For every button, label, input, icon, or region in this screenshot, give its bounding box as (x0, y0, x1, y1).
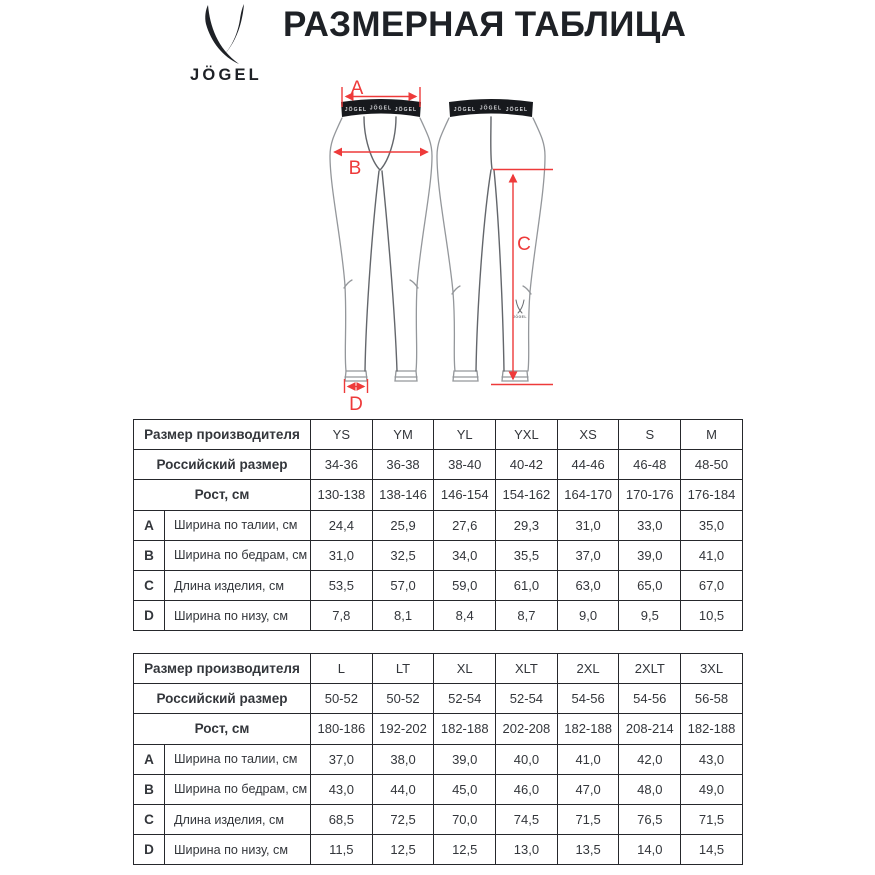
measure-value-cell: 29,3 (496, 510, 558, 540)
measure-value-cell: 8,4 (434, 601, 496, 631)
header-value-cell: 154-162 (496, 480, 558, 510)
waistband-logo-text: JÖGEL (453, 107, 477, 113)
header-value-cell: 50-52 (311, 684, 373, 714)
measure-value-cell: 61,0 (496, 570, 558, 600)
measure-value-cell: 65,0 (619, 570, 681, 600)
measure-value-cell: 41,0 (681, 540, 743, 570)
header-row-label: Российский размер (134, 450, 311, 480)
header-value-cell: 52-54 (434, 684, 496, 714)
measure-value-cell: 39,0 (434, 744, 496, 774)
measure-name-cell: Ширина по талии, см (165, 510, 311, 540)
measure-letter-cell: C (134, 804, 165, 834)
size-table-2 (133, 653, 743, 865)
measure-value-cell: 31,0 (311, 540, 373, 570)
measure-value-cell: 68,5 (311, 804, 373, 834)
measure-row (134, 774, 743, 804)
dim-label-b: B (348, 158, 362, 179)
measure-value-cell: 35,0 (681, 510, 743, 540)
measure-value-cell: 46,0 (496, 774, 558, 804)
measure-value-cell: 42,0 (619, 744, 681, 774)
measure-value-cell: 14,0 (619, 835, 681, 865)
measure-value-cell: 8,7 (496, 601, 558, 631)
header-value-cell: 34-36 (311, 450, 373, 480)
header-value-cell: 54-56 (619, 684, 681, 714)
measure-value-cell: 8,1 (372, 601, 434, 631)
header-value-cell: 146-154 (434, 480, 496, 510)
jogel-logo (180, 4, 272, 84)
measure-value-cell: 44,0 (372, 774, 434, 804)
header-value-cell: L (311, 654, 373, 684)
header-value-cell: 52-54 (496, 684, 558, 714)
header-value-cell: 50-52 (372, 684, 434, 714)
measure-value-cell: 72,5 (372, 804, 434, 834)
leggings-seams (364, 117, 504, 371)
jogel-logo-mark-icon (205, 4, 244, 66)
header-row-label: Российский размер (134, 684, 311, 714)
header-value-cell: LT (372, 654, 434, 684)
measure-value-cell: 43,0 (681, 744, 743, 774)
measure-value-cell: 37,0 (311, 744, 373, 774)
header-value-cell: XS (557, 420, 619, 450)
measure-value-cell: 40,0 (496, 744, 558, 774)
header-row (134, 684, 743, 714)
jogel-logo-wordmark: JÖGEL (190, 66, 262, 84)
header-value-cell: 36-38 (372, 450, 434, 480)
header-value-cell: 40-42 (496, 450, 558, 480)
measure-value-cell: 71,5 (557, 804, 619, 834)
size-table-1 (133, 419, 743, 631)
measure-value-cell: 9,5 (619, 601, 681, 631)
header-value-cell: 164-170 (557, 480, 619, 510)
measure-value-cell: 57,0 (372, 570, 434, 600)
header-value-cell: 46-48 (619, 450, 681, 480)
measure-name-cell: Ширина по низу, см (165, 835, 311, 865)
measure-name-cell: Ширина по бедрам, см (165, 540, 311, 570)
measure-row (134, 804, 743, 834)
header-value-cell: 182-188 (557, 714, 619, 744)
waistband-logo-text: JÖGEL (505, 107, 529, 113)
header-value-cell: 170-176 (619, 480, 681, 510)
header-value-cell: 56-58 (681, 684, 743, 714)
measure-value-cell: 35,5 (496, 540, 558, 570)
measure-value-cell: 74,5 (496, 804, 558, 834)
measure-row (134, 540, 743, 570)
measure-value-cell: 31,0 (557, 510, 619, 540)
measure-letter-cell: B (134, 774, 165, 804)
measure-value-cell: 76,5 (619, 804, 681, 834)
measure-value-cell: 12,5 (434, 835, 496, 865)
header-row (134, 450, 743, 480)
header-value-cell: 48-50 (681, 450, 743, 480)
measure-value-cell: 33,0 (619, 510, 681, 540)
leggings-diagram (287, 80, 587, 415)
measure-value-cell: 14,5 (681, 835, 743, 865)
measure-letter-cell: D (134, 835, 165, 865)
header-value-cell: 202-208 (496, 714, 558, 744)
measure-name-cell: Ширина по талии, см (165, 744, 311, 774)
measure-name-cell: Ширина по бедрам, см (165, 774, 311, 804)
measure-value-cell: 59,0 (434, 570, 496, 600)
header-value-cell: 180-186 (311, 714, 373, 744)
measure-letter-cell: A (134, 510, 165, 540)
measure-value-cell: 32,5 (372, 540, 434, 570)
waistband-logo-text: JÖGEL (369, 105, 393, 112)
header-value-cell: 2XL (557, 654, 619, 684)
measure-value-cell: 37,0 (557, 540, 619, 570)
measure-row (134, 744, 743, 774)
leg-mini-logo (513, 300, 527, 319)
measure-value-cell: 49,0 (681, 774, 743, 804)
measure-value-cell: 34,0 (434, 540, 496, 570)
dim-label-d: D (349, 394, 363, 415)
measure-value-cell: 38,0 (372, 744, 434, 774)
header-value-cell: 54-56 (557, 684, 619, 714)
header-value-cell: 182-188 (434, 714, 496, 744)
measure-name-cell: Ширина по низу, см (165, 601, 311, 631)
header-row (134, 420, 743, 450)
measure-value-cell: 71,5 (681, 804, 743, 834)
measure-value-cell: 43,0 (311, 774, 373, 804)
measure-value-cell: 70,0 (434, 804, 496, 834)
measure-letter-cell: D (134, 601, 165, 631)
measure-row (134, 510, 743, 540)
header-value-cell: YS (311, 420, 373, 450)
measure-letter-cell: B (134, 540, 165, 570)
header-row-label: Размер производителя (134, 654, 311, 684)
header-value-cell: YL (434, 420, 496, 450)
measure-value-cell: 7,8 (311, 601, 373, 631)
measure-value-cell: 25,9 (372, 510, 434, 540)
waistband-logo-text: JÖGEL (344, 107, 368, 113)
measure-value-cell: 13,0 (496, 835, 558, 865)
dim-label-c: C (517, 234, 531, 255)
measure-value-cell: 63,0 (557, 570, 619, 600)
measure-value-cell: 9,0 (557, 601, 619, 631)
measure-value-cell: 67,0 (681, 570, 743, 600)
page-title: РАЗМЕРНАЯ ТАБЛИЦА (283, 5, 687, 44)
header-value-cell: 3XL (681, 654, 743, 684)
measure-row (134, 570, 743, 600)
measure-name-cell: Длина изделия, см (165, 570, 311, 600)
header-value-cell: S (619, 420, 681, 450)
measure-value-cell: 10,5 (681, 601, 743, 631)
waistband-logo-text: JÖGEL (394, 107, 418, 113)
header-value-cell: YM (372, 420, 434, 450)
header-value-cell: XL (434, 654, 496, 684)
header-row (134, 714, 743, 744)
measure-value-cell: 47,0 (557, 774, 619, 804)
header-value-cell: 176-184 (681, 480, 743, 510)
header-value-cell: 38-40 (434, 450, 496, 480)
measure-value-cell: 12,5 (372, 835, 434, 865)
measure-value-cell: 13,5 (557, 835, 619, 865)
measure-value-cell: 24,4 (311, 510, 373, 540)
header-value-cell: YXL (496, 420, 558, 450)
waistband-logo-text: JÖGEL (479, 105, 503, 112)
measure-value-cell: 11,5 (311, 835, 373, 865)
header-value-cell: 182-188 (681, 714, 743, 744)
header-value-cell: 44-46 (557, 450, 619, 480)
header-value-cell: 138-146 (372, 480, 434, 510)
header-value-cell: XLT (496, 654, 558, 684)
header-row (134, 480, 743, 510)
measure-value-cell: 48,0 (619, 774, 681, 804)
measure-row (134, 835, 743, 865)
header-value-cell: 192-202 (372, 714, 434, 744)
header-row (134, 654, 743, 684)
measure-letter-cell: C (134, 570, 165, 600)
measure-row (134, 601, 743, 631)
measure-value-cell: 53,5 (311, 570, 373, 600)
header-row-label: Рост, см (134, 714, 311, 744)
header-value-cell: 2XLT (619, 654, 681, 684)
measure-value-cell: 45,0 (434, 774, 496, 804)
measure-name-cell: Длина изделия, см (165, 804, 311, 834)
header-row-label: Рост, см (134, 480, 311, 510)
header-value-cell: 208-214 (619, 714, 681, 744)
measure-letter-cell: A (134, 744, 165, 774)
header-value-cell: M (681, 420, 743, 450)
leg-mini-logo-text: JÖGEL (513, 315, 527, 319)
dim-label-a: A (350, 80, 364, 99)
measure-value-cell: 39,0 (619, 540, 681, 570)
measure-value-cell: 41,0 (557, 744, 619, 774)
header-row-label: Размер производителя (134, 420, 311, 450)
header-value-cell: 130-138 (311, 480, 373, 510)
measure-value-cell: 27,6 (434, 510, 496, 540)
